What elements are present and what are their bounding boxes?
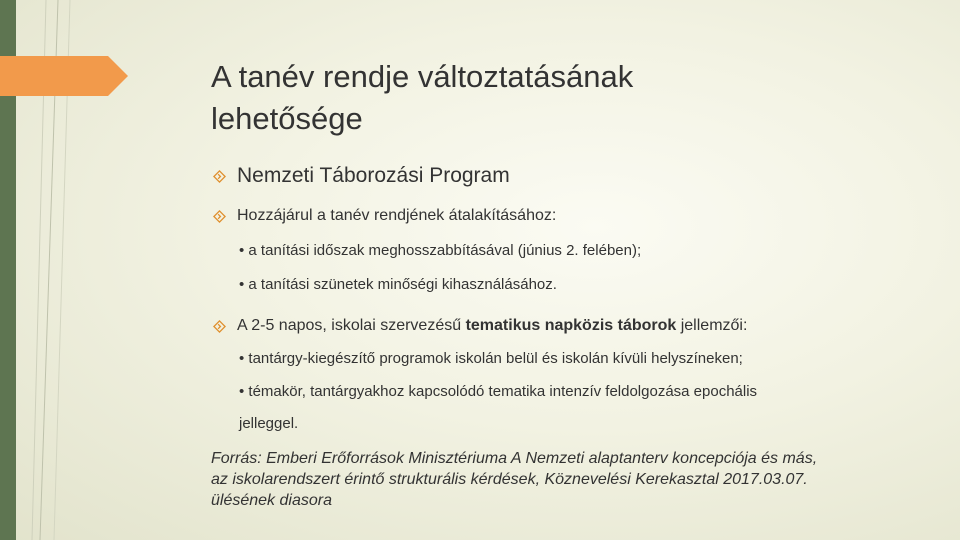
bullet-2-text: Hozzájárul a tanév rendjének átalakításához:: [237, 207, 557, 224]
source-note: [211, 448, 911, 511]
bullet-3: [213, 317, 747, 335]
bullet-3-text: [237, 317, 747, 335]
sub-item: • tantárgy-kiegészítő programok iskolán belül és iskolán kívüli helyszíneken;: [239, 350, 743, 367]
source-line-2: az iskolarendszert érintő strukturális kérdések, Köznevelési Kerekasztal 2017.03.07.: [211, 471, 808, 488]
diamond-arrow-icon: [213, 210, 226, 223]
sub-item-continuation: jelleggel.: [239, 415, 299, 432]
source-line-1: Forrás: Emberi Erőforrások Minisztériuma A Nemzeti alaptanterv koncepciója és más,: [211, 450, 818, 467]
slide-title: [211, 56, 851, 140]
diamond-arrow-icon: [213, 320, 226, 333]
bullet-3-post: jellemzői:: [676, 317, 748, 334]
title-line-1: A tanév rendje változtatásának: [211, 59, 634, 94]
accent-arrow-shape: [0, 56, 128, 96]
sub-item: • a tanítási időszak meghosszabbításával (június 2. felében);: [239, 242, 642, 259]
bullet-3-pre: A 2-5 napos, iskolai szervezésű: [237, 317, 466, 334]
bullet-2: [213, 207, 556, 225]
bullet-3-bold: tematikus napközis táborok: [465, 317, 677, 334]
title-line-2: lehetősége: [211, 101, 363, 136]
bullet-1: [213, 164, 510, 188]
bullet-1-text: Nemzeti Táborozási Program: [237, 164, 510, 187]
diamond-arrow-icon: [213, 170, 226, 183]
sub-item: • témakör, tantárgyakhoz kapcsolódó tematika intenzív feldolgozása epochális: [239, 383, 758, 400]
sub-item: • a tanítási szünetek minőségi kihasználásához.: [239, 276, 557, 293]
source-line-3: ülésének diasora: [211, 492, 332, 509]
